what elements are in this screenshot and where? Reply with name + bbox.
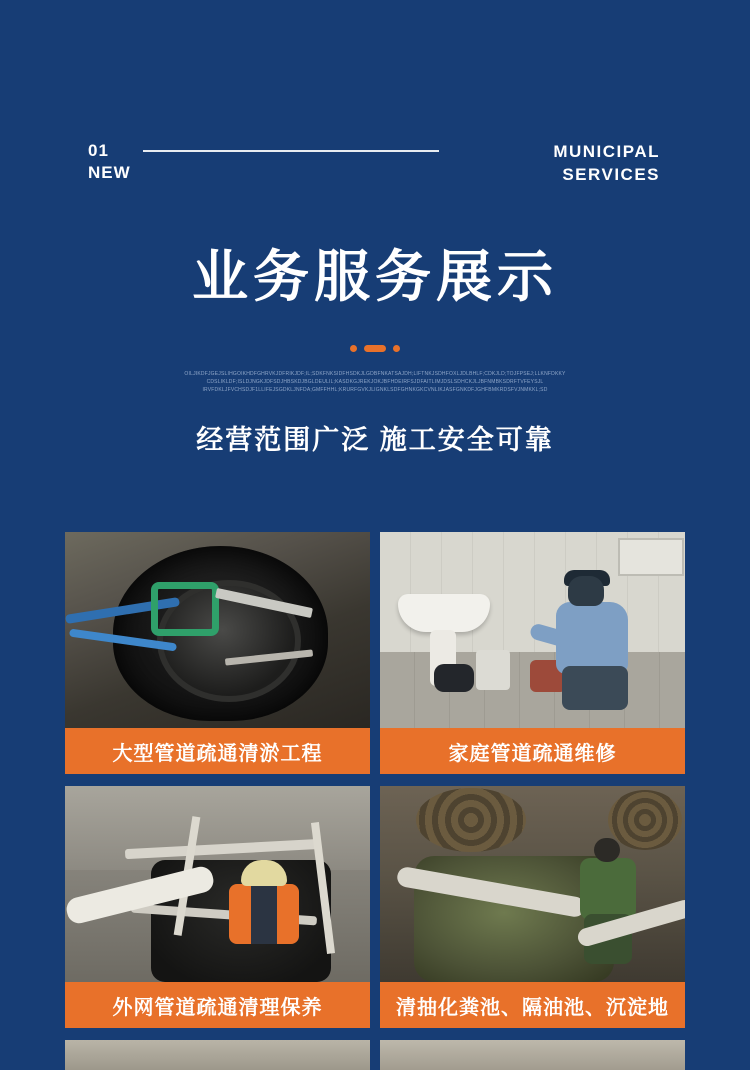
service-card-label: 清抽化粪池、隔油池、沉淀地 bbox=[380, 982, 685, 1028]
page-title: 业务服务展示 bbox=[192, 245, 558, 308]
decorative-dots bbox=[0, 345, 750, 352]
section-number-block bbox=[88, 140, 131, 184]
service-card-grid bbox=[65, 532, 685, 1070]
service-card-label: 外网管道疏通清理保养 bbox=[65, 982, 370, 1028]
service-photo-partial bbox=[380, 1040, 685, 1070]
service-card[interactable] bbox=[65, 786, 370, 1028]
micro-text-line-2: CDSLIKLDF;ISLDJNGKJDFSDJHBSKDJBGLDEULIL;KASDKGJREKJOKJBFHDEIRFSJDFAITLIMJDSLSDHCKJLJBFNMBKSDRFTVFEYSJL bbox=[206, 379, 544, 385]
service-photo-partial bbox=[65, 1040, 370, 1070]
micro-text-line-1: OILJIKDFJGEJSLIHGOIKHDFGHRVKJDFRIKJDF;IL;SDKFNKSIDFHSDKJLGDBFNKATSAJDH;LIFTNKJSDHFOXLJDLBHLF;CDKJLD;TOJFPSEJ;LLKNFDKKY bbox=[184, 371, 566, 377]
external-pipe-maintenance-photo bbox=[65, 786, 370, 982]
home-pipe-repair-photo bbox=[380, 532, 685, 728]
service-card[interactable] bbox=[380, 532, 685, 774]
service-card-partial[interactable] bbox=[380, 1040, 685, 1070]
header-eyebrow-line1: MUNICIPAL bbox=[553, 142, 660, 161]
dot-wide-icon bbox=[364, 345, 386, 352]
large-pipe-dredging-photo bbox=[65, 532, 370, 728]
service-card[interactable] bbox=[380, 786, 685, 1028]
section-number-sub: NEW bbox=[88, 163, 131, 182]
section-number: 01 bbox=[88, 141, 109, 160]
septic-tank-cleaning-photo bbox=[380, 786, 685, 982]
service-card-label: 家庭管道疏通维修 bbox=[380, 728, 685, 774]
dot-icon bbox=[393, 345, 400, 352]
dot-icon bbox=[350, 345, 357, 352]
header-divider-line bbox=[143, 150, 439, 152]
page-subtitle: 经营范围广泛 施工安全可靠 bbox=[196, 425, 554, 455]
micro-text-block bbox=[0, 370, 750, 394]
service-card-partial[interactable] bbox=[65, 1040, 370, 1070]
micro-text-line-3: IRVFDKLJFVCHSDJF1LLIFEJSGDKLJNFDA;GMFFHHL;KRURFGVKJLIGNKLSDFGHNKGKCVNLIKJASFGNKDFJGHFBMKRDSFVJNMKKL;SD bbox=[202, 387, 548, 393]
service-card[interactable] bbox=[65, 532, 370, 774]
poster-header bbox=[0, 140, 750, 200]
header-eyebrow-line2: SERVICES bbox=[562, 165, 660, 184]
header-eyebrow bbox=[553, 140, 660, 186]
service-card-label: 大型管道疏通清淤工程 bbox=[65, 728, 370, 774]
